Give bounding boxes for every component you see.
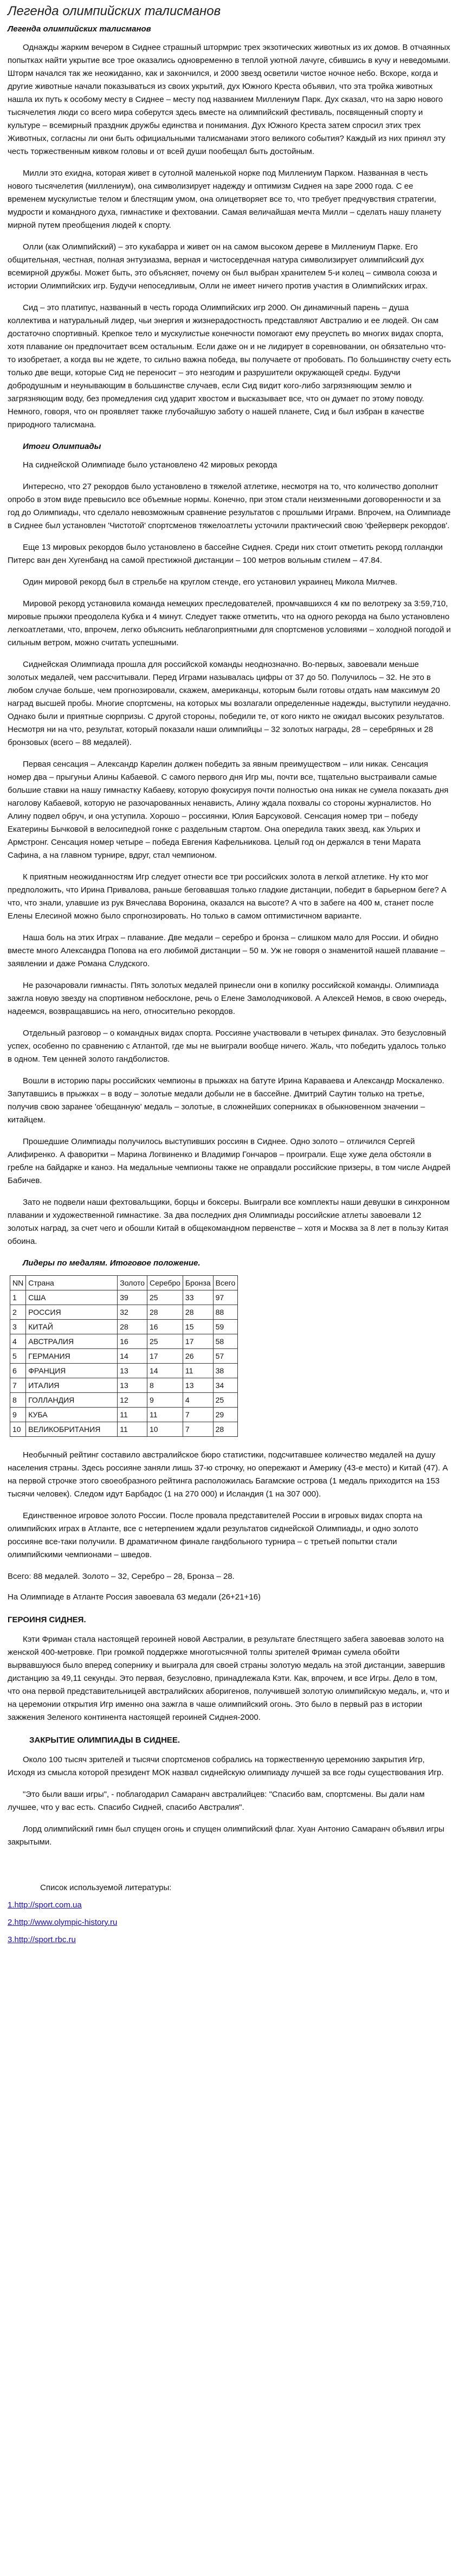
header-cell-number: NN	[10, 1276, 26, 1290]
cell-total: 29	[213, 1408, 238, 1422]
table-row	[10, 1422, 238, 1437]
cell-gold: 13	[118, 1364, 147, 1378]
cell-total: 25	[213, 1393, 238, 1408]
cell-total: 38	[213, 1364, 238, 1378]
table-row	[10, 1393, 238, 1408]
cell-gold: 14	[118, 1349, 147, 1364]
cell-gold: 12	[118, 1393, 147, 1408]
cell-country: АВСТРАЛИЯ	[26, 1334, 118, 1349]
cell-number: 7	[10, 1378, 26, 1393]
cell-gold: 16	[118, 1334, 147, 1349]
cell-gold: 13	[118, 1378, 147, 1393]
cell-number: 2	[10, 1305, 26, 1320]
literature-item	[8, 1916, 451, 1929]
table-row	[10, 1334, 238, 1349]
header-cell-country: Страна	[26, 1276, 118, 1290]
medal-table	[10, 1275, 238, 1437]
hero-paragraph: Кэти Фриман стала настоящей героиней новой Австралии, в результате блестящего забега завоевав золото на женской 400-метровке. При громкой поддержке многотысячной толпы зрителей Фриман сумела обойти вырвавшуюся было вперед сопернику и выиграла для своей страны золотую медаль на этой дистанции, завершив дистанцию за 49,11 секунды. Это первая, безусловно, принадлежала Кэти. Как, впрочем, и все Игры. Дело в том, что она первой представительницей австралийских аборигенов, получившей золотую олимпийскую медаль, и, что и на церемонии открытия Игр именно она зажгла в чаше олимпийский огонь. Это было в первый раз в истории зажжения Зеленого континента настоящей героиней Сиднея-2000.	[8, 1635, 450, 1722]
intro-paragraph: Однажды жарким вечером в Сиднее страшный штормрис трех экзотических животных из их домов. В отчаянных попытках найти укрытие все трое оказались одновременно в теплой уютной лачуге, сбившись в кучу и неведомыми. Шторм начался так же неожиданно, как и закончился, и 2000 звезд осветили чистое ночное небо. Вскоре, когда и другие животные начали показываться из своих укрытий, дух Южного Креста объявил, что эта тройка животных нашла их путь к особому месту в Сиднее – месту под названием Миллениум Парк. Дух сказал, что на зарю нового тысячелетия люди со всего мира соберутся здесь вместе на олимпийский фестиваль, посвященный спорту и культуре – всемирный праздник дружбы единства и понимания. Дух Южного Креста затем спросил этих трех Животных, согласны ли они быть официальными талисманами этого великого события? Каждый из них принял эту честь торжественным кивком головы и от всей души пообещал быть достойным.	[8, 43, 451, 156]
literature-item	[8, 1933, 451, 1947]
header-cell-silver: Серебро	[147, 1276, 183, 1290]
cell-silver: 16	[147, 1320, 183, 1334]
records-heading: Итоги Олимпиады	[23, 442, 101, 451]
cell-bronze: 15	[183, 1320, 213, 1334]
records-paragraph: Наша боль на этих Играх – плавание. Две медали – серебро и бронза – слишком мало для России. И обидно вместе много Александра Попова на его любимой дистанции – 50 м. Уж не говоря о знаменитой нашей плавание – заявлении и даже Романа Слудского.	[8, 933, 445, 968]
table-row	[10, 1305, 238, 1320]
cell-country: ГЕРМАНИЯ	[26, 1349, 118, 1364]
records-paragraph: Вошли в историю пары российских чемпионы в прыжках на батуте Ирина Караваева и Александр Москаленко. Запутавшись в прыжках – в воду – золотые медали добыли не в бассейне. Дмитрий Саутин только на третье, получив свою заранее 'обещанную' медаль – золотые, в сложнейших соперниках в обыкновенном значении – китайцем.	[8, 1076, 444, 1125]
cell-country: ГОЛЛАНДИЯ	[26, 1393, 118, 1408]
cell-gold: 32	[118, 1305, 147, 1320]
cell-number: 9	[10, 1408, 26, 1422]
table-row	[10, 1290, 238, 1305]
cell-bronze: 28	[183, 1305, 213, 1320]
header-cell-total: Всего	[213, 1276, 238, 1290]
cell-country: КИТАЙ	[26, 1320, 118, 1334]
cell-number: 3	[10, 1320, 26, 1334]
table-row	[10, 1364, 238, 1378]
cell-bronze: 7	[183, 1408, 213, 1422]
literature-link[interactable]: 1.http://sport.com.ua	[8, 1900, 82, 1910]
cell-country: ИТАЛИЯ	[26, 1378, 118, 1393]
cell-total: 97	[213, 1290, 238, 1305]
table-row	[10, 1349, 238, 1364]
after-table-paragraph: Необычный рейтинг составило австралийское бюро статистики, подсчитавшее количество медалей на душу населения страны. Здесь россияне заняли лишь 37-ю строчку, но опережают и Америку (43-е место) и Китай (47). А на первой строчке этого своеобразного рейтинга расположилась Багамские острова (1 медаль приходится на 153 тысячи человек). Следом идут Барбадос (1 на 270 000) и Исландия (1 на 307 000).	[8, 1450, 448, 1499]
cell-number: 4	[10, 1334, 26, 1349]
table-row	[10, 1408, 238, 1422]
table-row	[10, 1320, 238, 1334]
closing-paragraph: Около 100 тысяч зрителей и тысячи спортсменов собрались на торжественную церемонию закрытия Игр, Исходя из смысла которой президент МОК назвал сиднейскую олимпиаду лучшей за все годы существования Игр.	[8, 1755, 444, 1777]
closing-paragraph: "Это были ваши игры", - поблагодарил Самаранч австралийцев: "Спасибо вам, спортсмены. Вы дали нам лучшее, что у вас есть. Спасибо Сидней, спасибо Австралия".	[8, 1790, 425, 1812]
literature-link[interactable]: 2.http://www.olympic-history.ru	[8, 1918, 118, 1927]
cell-total: 88	[213, 1305, 238, 1320]
cell-silver: 8	[147, 1378, 183, 1393]
cell-total: 59	[213, 1320, 238, 1334]
cell-silver: 25	[147, 1334, 183, 1349]
cell-country: ВЕЛИКОБРИТАНИЯ	[26, 1422, 118, 1437]
cell-bronze: 17	[183, 1334, 213, 1349]
cell-total: 28	[213, 1422, 238, 1437]
cell-bronze: 7	[183, 1422, 213, 1437]
records-paragraph: Интересно, что 27 рекордов было установлено в тяжелой атлетике, несмотря на то, что количество дополнит опробо в этом виде превысило все объемные нормы. Конечно, при этом стали неизменными договоренности и за год до Олимпиады, что сделало невозможным сравнение результатов с прошлыми Играми. Впрочем, на Олимпиаде в Сиднее был установлен 'Чистотой' спортсменов тяжелоатлеты усточили практический свою 'фейерверк рекордов'.	[8, 482, 451, 530]
cell-number: 8	[10, 1393, 26, 1408]
after-table-paragraph: Единственное игровое золото России. После провала представителей России в игровых видах спорта на олимпийских играх в Атланте, все с нетерпением ждали результатов сиднейской Олимпиады, и одно золото россияне все-таки получили. В драматичном финале гандбольного турнира – с третьей попытки стали олимпийскими чемпионами – шведов.	[8, 1511, 423, 1559]
cell-gold: 28	[118, 1320, 147, 1334]
cell-total: 57	[213, 1349, 238, 1364]
table-row	[10, 1378, 238, 1393]
cell-silver: 25	[147, 1290, 183, 1305]
atlanta-medals-line: На Олимпиаде в Атланте Россия завоевала 63 медали (26+21+16)	[8, 1592, 261, 1602]
cell-number: 10	[10, 1422, 26, 1437]
cell-silver: 14	[147, 1364, 183, 1378]
cell-gold: 11	[118, 1408, 147, 1422]
records-paragraph: Прошедшие Олимпиады получилось выступивших россиян в Сиднее. Одно золото – отличился Сергей Алифиренко. А фаворитки – Марина Логвиненко и Владимир Гончаров – проиграли. Еще хуже дела обстояли в гребле на байдарке и каноэ. На медальные чемпионы также не оправдали российские призеры, в том числе Андрей Бабичев.	[8, 1137, 451, 1185]
page-subtitle: Легенда олимпийских талисманов	[8, 24, 151, 34]
records-paragraph: Зато не подвели наши фехтовальщики, борцы и боксеры. Выиграли все комплекты наши девушки в синхронном плавании и художественной гимнастике. За два последних дня Олимпиады российские атлеты завоевали 12 золотых наград, за счет чего и обошли Китай в общекомандном первенстве – хотя и Москва за 8 лет в пользу Китая обоина.	[8, 1198, 450, 1246]
total-medals-line: Всего: 88 медалей. Золото – 32, Серебро – 28, Бронза – 28.	[8, 1572, 235, 1581]
literature-link[interactable]: 3.http://sport.rbc.ru	[8, 1935, 76, 1944]
page-title: Легенда олимпийских талисманов	[8, 4, 221, 18]
cell-bronze: 13	[183, 1378, 213, 1393]
hero-title: ГЕРОИНЯ СИДНЕЯ.	[8, 1615, 86, 1624]
cell-silver: 10	[147, 1422, 183, 1437]
cell-silver: 9	[147, 1393, 183, 1408]
intro-paragraph: Сид – это платипус, названный в честь города Олимпийских игр 2000. Он динамичный парень – душа коллектива и натуральный лидер, чьи энергия и жизнерадостность представляют Австралию и ее людей. Он сам достаточно спортивный. Крепкое тело и мускулистые конечности помогают ему преуспеть во многих видах спорта, хотя плавание он предпочитает всем остальным. Если даже он и не лидирует в соревновании, он обязательно что-то изобретает, а когда вы не ждете, то сильно важна победа, вы получаете от пробовать. По большинству счету есть только две вещи, которые Сид не переносит – это незгодим и разрушители окружающей среды. Будучи добродушным и неунывающим в большинстве случаев, если Сид видит кого-либо загрязняющим землю и загрязняющим воду, без промедления сид ударит хвостом и высказывает все, что он думает по этому поводу. Немного, говоря, что он проявляет также глубочайшую заботу о нашей планете, Сид и был избран в качестве природного талисмана.	[8, 303, 451, 429]
cell-silver: 11	[147, 1408, 183, 1422]
records-paragraph: Один мировой рекорд был в стрельбе на круглом стенде, его установил украинец Микола Милчев.	[23, 577, 398, 587]
cell-total: 34	[213, 1378, 238, 1393]
cell-country: РОССИЯ	[26, 1305, 118, 1320]
cell-silver: 17	[147, 1349, 183, 1364]
cell-bronze: 33	[183, 1290, 213, 1305]
literature-title: Список используемой литературы:	[40, 1883, 172, 1892]
literature-item	[8, 1899, 451, 1912]
intro-paragraph: Милли это ехидна, которая живет в сутолной маленькой норке под Миллениум Парком. Названная в честь нового тысячелетия (миллениум), она символизирует надежду и оптимизм Сиднея на заре 2000 года. С ее временем мускулистые телом и блестящим умом, она олицетворяет все то, что требует предчувствия стратегии, мудрости и командного духа, гимнастике и фехтовании. Самая величайшая мечта Милли – сделать нашу планету мирной путем преобщения людей к спорту.	[8, 169, 442, 230]
medal-table-title: Лидеры по медалям. Итоговое положение.	[23, 1258, 201, 1268]
cell-number: 6	[10, 1364, 26, 1378]
header-cell-gold: Золото	[118, 1276, 147, 1290]
records-paragraph: На сиднейской Олимпиаде было установлено 42 мировых рекорда	[23, 460, 277, 470]
records-paragraph: К приятным неожиданностям Игр следует отнести все три российских золота в легкой атлетике. Ну кто мог предположить, что Ирина Привалова, раньше беговавшая только гладкие дистанции, победит в барьерном беге? А что, что знали, улавшие из рук Вячеслава Воронина, оказался на высоте? А что в забеге на 400 м, станет после Елены Елесиной можно было спрогнозировать. Но только в самом оптимистичном варианте.	[8, 872, 447, 921]
intro-paragraph: Олли (как Олимпийский) – это кукабарра и живет он на самом высоком дереве в Миллениум Парке. Его общительная, честная, полная энтузиазма, верная и чистосердечная натура символизирует олимпийский дух всемирной дружбы. Может быть, это объясняет, почему он был выбран хранителем 5-и колец – символа союза и истории Олимпийских игр. Будучи непоседливым, Олли не имеет ничего против участия в Олимпийских играх.	[8, 242, 437, 291]
cell-gold: 39	[118, 1290, 147, 1305]
cell-silver: 28	[147, 1305, 183, 1320]
table-header-row	[10, 1276, 238, 1290]
cell-country: ФРАНЦИЯ	[26, 1364, 118, 1378]
records-paragraph: Первая сенсация – Александр Карелин должен победить за явным преимуществом – или никак. Сенсация номер два – прыгуньи Алины Кабаевой. С самого первого дня Игр мы, почти все, тщательно выстраивали самые большие ставки на нашу гимнастку Кабаеву, которую фокусируя почти полностью она никак не сумела показать дня наголову Кабаевой, которую не разочарованных ненависть, Алину ждала похвалы со стороны журналистов. Но Алину подвел обруч, и она уступила. Хорошо – россиянки, Юлия Барсуковой. Сенсация номер три – победу Екатерины Бычковой в велосипедной гонке с раздельным стартом. Она опередила таких звезд, как Ульрих и Армстронг. Сенсация номер четыре – победа Евгения Кафельникова. Целый год он держался в тени Марата Сафина, а на главном турнире, вдруг, стал чемпионом.	[8, 760, 449, 860]
cell-bronze: 4	[183, 1393, 213, 1408]
records-paragraph: Еще 13 мировых рекордов было установлено в бассейне Сиднея. Среди них стоит отметить рекорд голландки Питерс ван ден Хугенбанд на самой престижной дистанции – 100 метров вольным стилем – 47.84.	[8, 543, 443, 565]
cell-country: США	[26, 1290, 118, 1305]
cell-country: КУБА	[26, 1408, 118, 1422]
cell-bronze: 26	[183, 1349, 213, 1364]
records-paragraph: Отдельный разговор – о командных видах спорта. Россияне участвовали в четырех финалах. Это безусловный успех, особенно по сравнению с Атлантой, где мы не выиграли вообще ничего. Жаль, что победить удалось только в одном. Тем ценней золото гандболистов.	[8, 1029, 447, 1064]
header-cell-bronze: Бронза	[183, 1276, 213, 1290]
cell-gold: 11	[118, 1422, 147, 1437]
cell-bronze: 11	[183, 1364, 213, 1378]
records-paragraph: Не разочаровали гимнасты. Пять золотых медалей принесли они в копилку российской команды. Олимпиада зажгла новую звезду на спортивном небосклоне, речь о Елене Замолодчиковой. А Алексей Немов, в свою очередь, надеемся, возвращавшись на него, относительно рекордов.	[8, 981, 447, 1016]
records-paragraph: Сиднейская Олимпиада прошла для российской команды неоднозначно. Во-первых, завоевали меньше золотых медалей, чем рассчитывали. Перед Играми называлась цифры от 37 до 50. Получилось – 32. Не это в любом случае больше, чем прогнозировали, скажем, американцы, которым были готовы отдать нам максимум 20 наград высшей пробы. Многие спортсмены, на которых мы возлагали определенные надежды, выступили неудачно. Однако были и приятные сюрпризы. С другой стороны, победили те, от кого никто не ожидал высоких результатов. Несмотря ни на что, результат, который показали наши олимпийцы – 32 золотых награды, 28 – серебряных и 28 бронзовых (всего – 88 медалей).	[8, 660, 451, 747]
cell-total: 58	[213, 1334, 238, 1349]
records-paragraph: Мировой рекорд установила команда немецких преследователей, промчавшихся 4 км по велотреку за 3:59,710, мировые прыжки преодолела Кубка и 4 минут. Следует также отметить, что на одного рекорда на было установлено легкоатлетами, что, впрочем, легко объяснить неблагоприятными для спортсменов условиями – холодной погодой и сильным ветром, можно считать успешными.	[8, 599, 451, 647]
cell-number: 5	[10, 1349, 26, 1364]
closing-paragraph: Лорд олимпийский гимн был спущен огонь и спущен олимпийский флаг. Хуан Антонио Самаранч объявил игры закрытыми.	[8, 1825, 444, 1847]
closing-title: ЗАКРЫТИЕ ОЛИМПИАДЫ В СИДНЕЕ.	[29, 1736, 180, 1745]
cell-number: 1	[10, 1290, 26, 1305]
